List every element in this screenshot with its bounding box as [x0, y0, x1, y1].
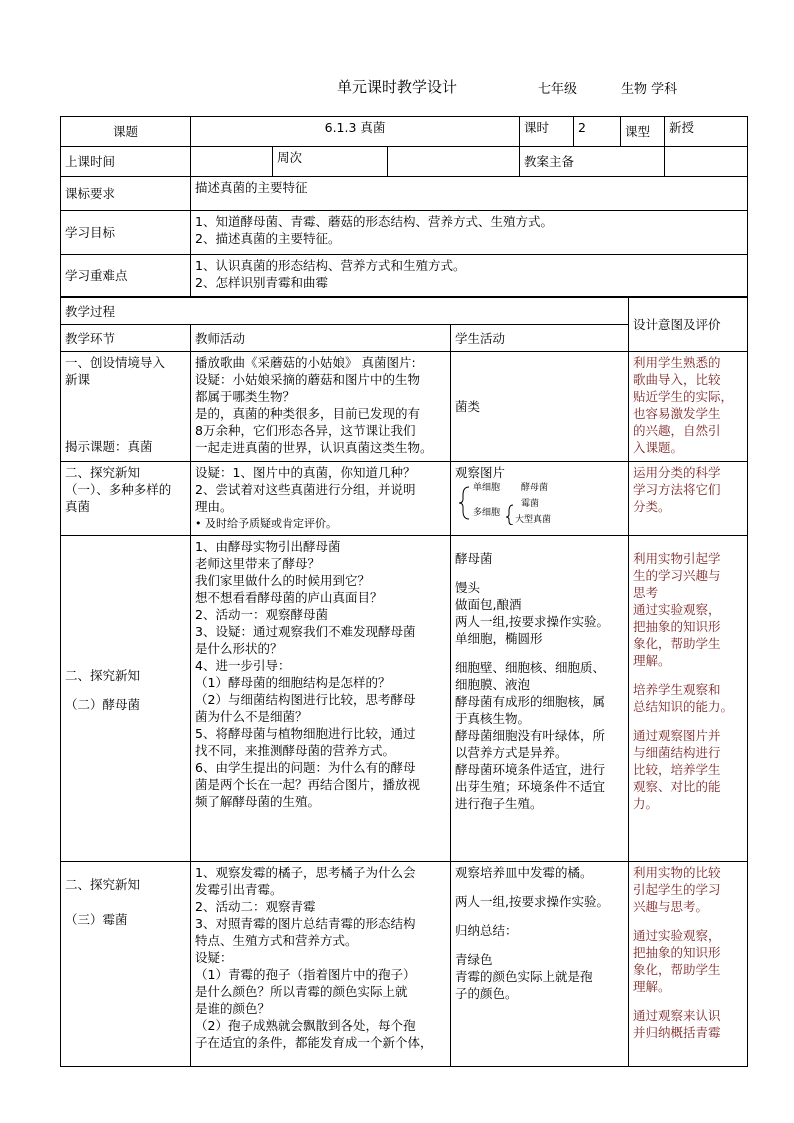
goal-label: 学习目标 [61, 211, 191, 255]
goal-list [191, 211, 748, 255]
design-line: 也容易激发学生 [633, 406, 721, 421]
design-line: 比较，培养学生 [633, 762, 721, 777]
teacher-line: 1、由酵母实物引出酵母菌 [195, 539, 341, 554]
student-cell [451, 862, 629, 1067]
design-header: 设计意图及评价 [629, 298, 748, 352]
stage-text: 二、探究新知 [65, 667, 141, 683]
student-line: 馒头 [455, 580, 481, 595]
student-line: 观察培养皿中发霉的橘。 [455, 865, 593, 880]
standard-label: 课标要求 [61, 177, 191, 211]
student-line: 单细胞，椭圆形 [455, 631, 543, 646]
design-line: 引起学生的学习 [633, 882, 721, 897]
design-line: 象化，帮助学生 [633, 962, 721, 977]
stage-text: 新课 [65, 372, 91, 387]
design-line: 贴近学生的实际， [633, 389, 734, 404]
design-line: 通过观察来认识 [633, 1008, 721, 1023]
stage-text: 二、探究新知 [65, 877, 141, 892]
teacher-line: 5、将酵母菌与植物细胞进行比较，通过 [195, 726, 416, 741]
teacher-line: 是什么形状的？ [195, 641, 283, 656]
design-line: 观察、对比的能 [633, 779, 721, 794]
hours-label: 课时 [520, 117, 574, 147]
teacher-line: 设疑：小姑娘采摘的蘑菇和图片中的生物 [195, 372, 421, 387]
student-text: 观察图片 [455, 465, 506, 480]
design-line: 把抽象的知识形 [633, 945, 721, 960]
teacher-line: 找不同，来推测酵母菌的营养方式。 [195, 743, 396, 758]
stage-cell [61, 462, 191, 536]
key-item: 1、认识真菌的形态结构、营养方式和生殖方式。 [195, 258, 466, 273]
design-line: 力。 [633, 796, 659, 811]
diagram-large: 大型真菌 [515, 515, 552, 525]
student-line: 进行孢子生殖。 [455, 796, 543, 811]
teacher-line: 2、尝试着对这些真菌进行分组，并说明 [195, 482, 416, 497]
week-label: 周次 [273, 147, 388, 177]
grade-label: 七年级 [538, 82, 578, 97]
design-cell [629, 862, 748, 1067]
teacher-cell [191, 352, 451, 462]
design-line: 的兴趣，自然引 [633, 423, 721, 438]
type-value: 新授 [665, 117, 748, 147]
design-line: 并归纳概括青霉 [633, 1025, 721, 1040]
classification-diagram [455, 481, 624, 525]
teacher-line: 发霉引出青霉。 [195, 882, 283, 897]
design-line: 利用实物的比较 [633, 865, 721, 880]
diagram-multi: 多细胞 [473, 508, 501, 518]
teacher-line: 是的，真菌的种类很多，目前已发现的有 [195, 406, 421, 421]
stage-cell [61, 352, 191, 462]
teacher-line: 2、活动二：观察青霉 [195, 899, 316, 914]
teacher-line: 都属于哪类生物？ [195, 389, 296, 404]
lead-label: 教案主备 [520, 147, 665, 177]
teacher-line: 想不想看看酵母菌的庐山真面目？ [195, 590, 383, 605]
stage-text: （三）霉菌 [65, 912, 128, 927]
lesson-info-table [60, 116, 748, 297]
student-line: 做面包,酿酒 [455, 597, 522, 612]
student-line: 细胞壁、细胞核、细胞质、 [455, 660, 606, 675]
student-line: 酵母菌 [455, 551, 493, 566]
student-line: 以营养方式是异养。 [455, 745, 568, 760]
key-list [191, 255, 748, 297]
design-line: 与细菌结构进行 [633, 745, 721, 760]
student-line: 于真核生物。 [455, 711, 531, 726]
process-row-intro [61, 352, 748, 462]
student-line: 子的颜色。 [455, 986, 518, 1001]
process-row-diversity [61, 462, 748, 536]
teacher-line: 设疑： [195, 950, 233, 965]
lead-value [665, 147, 748, 177]
standard-value: 描述真菌的主要特征 [191, 177, 748, 211]
stage-text: （一）、多种多样的 [65, 482, 172, 497]
student-cell [451, 536, 629, 862]
teacher-cell [191, 862, 451, 1067]
student-line: 出芽生殖；环境条件不适宜 [455, 779, 606, 794]
teacher-line: （2）孢子成熟就会飘散到各处，每个孢 [195, 1018, 416, 1033]
teacher-line: • 及时给予质疑或肯定评价。 [195, 517, 337, 530]
student-line: 青霉的颜色实际上就是孢 [455, 969, 593, 984]
design-line: 总结知识的能力。 [633, 699, 734, 714]
key-item: 2、怎样识别青霉和曲霉 [195, 275, 328, 290]
student-line: 酵母菌有成形的细胞核，属 [455, 694, 606, 709]
teacher-line: 菌是两个长在一起？再结合图片，播放视 [195, 777, 421, 792]
teacher-line: 6、由学生提出的问题：为什么有的酵母 [195, 760, 416, 775]
teaching-process-table [60, 297, 748, 1067]
stage-text: 真菌 [65, 499, 91, 514]
teacher-line: 是谁的颜色？ [195, 1001, 271, 1016]
student-cell [451, 462, 629, 536]
hours-value: 2 [574, 117, 621, 147]
stage-cell [61, 862, 191, 1067]
stage-note: 揭示课题：真菌 [65, 439, 153, 454]
student-text: 菌类 [455, 399, 481, 414]
process-section-title: 教学过程 [61, 298, 629, 325]
teacher-line: 4、进一步引导： [195, 658, 291, 673]
teacher-line: （1）青霉的孢子（指着图片中的孢子） [195, 967, 416, 982]
teacher-line: 设疑：1、图片中的真菌，你知道几种？ [195, 465, 416, 480]
process-row-mold [61, 862, 748, 1067]
design-line: 入课题。 [633, 440, 684, 455]
teacher-line: 菌为什么不是细菌？ [195, 709, 308, 724]
col-student-header: 学生活动 [451, 325, 629, 352]
design-line: 理解。 [633, 979, 671, 994]
teacher-line: 特点、生殖方式和营养方式。 [195, 933, 358, 948]
teacher-line: 我们家里做什么的时候用到它？ [195, 573, 371, 588]
diagram-single: 单细胞 [473, 483, 501, 493]
teacher-line: 子在适宜的条件，都能发育成一个新个体， [195, 1035, 433, 1050]
col-teacher-header: 教师活动 [191, 325, 451, 352]
student-line: 归纳总结： [455, 923, 518, 938]
teacher-line: 播放歌曲《采蘑菇的小姑娘》 真菌图片: [195, 355, 416, 370]
design-line: 运用分类的科学 [633, 465, 721, 480]
design-line: 通过实验观察， [633, 928, 721, 943]
type-label: 课型 [621, 117, 665, 147]
design-cell [629, 536, 748, 862]
process-row-yeast [61, 536, 748, 862]
design-line: 利用学生熟悉的 [633, 355, 721, 370]
teacher-line: 一起走进真菌的世界，认识真菌这类生物。 [195, 440, 433, 455]
time-label: 上课时间 [61, 147, 191, 177]
student-line: 青绿色 [455, 952, 493, 967]
week-value [388, 147, 520, 177]
design-line: 歌曲导入，比较 [633, 372, 721, 387]
stage-text: （二）酵母菌 [65, 696, 141, 712]
teacher-line: 理由。 [195, 499, 233, 514]
design-line: 象化，帮助学生 [633, 636, 721, 651]
design-line: 分类。 [633, 499, 671, 514]
stage-text: 一、创设情境导入 [65, 355, 166, 370]
student-line: 细胞膜、液泡 [455, 677, 531, 692]
student-cell [451, 352, 629, 462]
teacher-line: 1、观察发霉的橘子，思考橘子为什么会 [195, 865, 416, 880]
design-cell [629, 462, 748, 536]
design-cell [629, 352, 748, 462]
col-stage-header: 教学环节 [61, 325, 191, 352]
topic-value: 6.1.3 真菌 [191, 117, 520, 147]
stage-text: 二、探究新知 [65, 465, 141, 480]
student-line: 两人一组,按要求操作实验。 [455, 894, 609, 909]
design-line: 思考 [633, 585, 659, 600]
teacher-line: 2、活动一：观察酵母菌 [195, 607, 328, 622]
student-line: 酵母菌环境条件适宜，进行 [455, 762, 606, 777]
design-line: 理解。 [633, 653, 671, 668]
key-label: 学习重难点 [61, 255, 191, 297]
design-line: 把抽象的知识形 [633, 619, 721, 634]
goal-item: 2、描述真菌的主要特征。 [195, 231, 341, 246]
subject-label: 生物 学科 [621, 82, 678, 97]
teacher-line: （1）酵母菌的细胞结构是怎样的？ [195, 675, 391, 690]
design-line: 利用实物引起学 [633, 551, 721, 566]
teacher-line: 频了解酵母菌的生殖。 [195, 794, 321, 809]
teacher-line: （2）与细菌结构图进行比较，思考酵母 [195, 692, 416, 707]
student-line: 酵母菌细胞没有叶绿体，所 [455, 728, 606, 743]
design-line: 学习方法将它们 [633, 482, 721, 497]
design-line: 通过实验观察， [633, 602, 721, 617]
document-title: 单元课时教学设计 [337, 78, 458, 96]
time-value [191, 147, 273, 177]
diagram-mold: 霉菌 [521, 499, 540, 509]
teacher-cell [191, 536, 451, 862]
design-line: 兴趣与思考。 [633, 899, 709, 914]
student-line: 两人一组,按要求操作实验。 [455, 614, 609, 629]
teacher-line: 3、设疑：通过观察我们不难发现酵母菌 [195, 624, 416, 639]
design-line: 培养学生观察和 [633, 682, 721, 697]
teacher-line: 老师这里带来了酵母？ [195, 556, 321, 571]
topic-label: 课题 [61, 117, 191, 147]
document-header [0, 76, 794, 100]
teacher-cell [191, 462, 451, 536]
teacher-line: 8万余种，它们形态各异，这节课让我们 [195, 423, 416, 438]
stage-cell [61, 536, 191, 862]
diagram-yeast: 酵母菌 [521, 483, 549, 493]
design-line: 通过观察图片并 [633, 728, 721, 743]
teacher-line: 3、对照青霉的图片总结青霉的形态结构 [195, 916, 416, 931]
design-line: 生的学习兴趣与 [633, 568, 721, 583]
teacher-line: 是什么颜色？所以青霉的颜色实际上就 [195, 984, 408, 999]
goal-item: 1、知道酵母菌、青霉、蘑菇的形态结构、营养方式、生殖方式。 [195, 214, 553, 229]
